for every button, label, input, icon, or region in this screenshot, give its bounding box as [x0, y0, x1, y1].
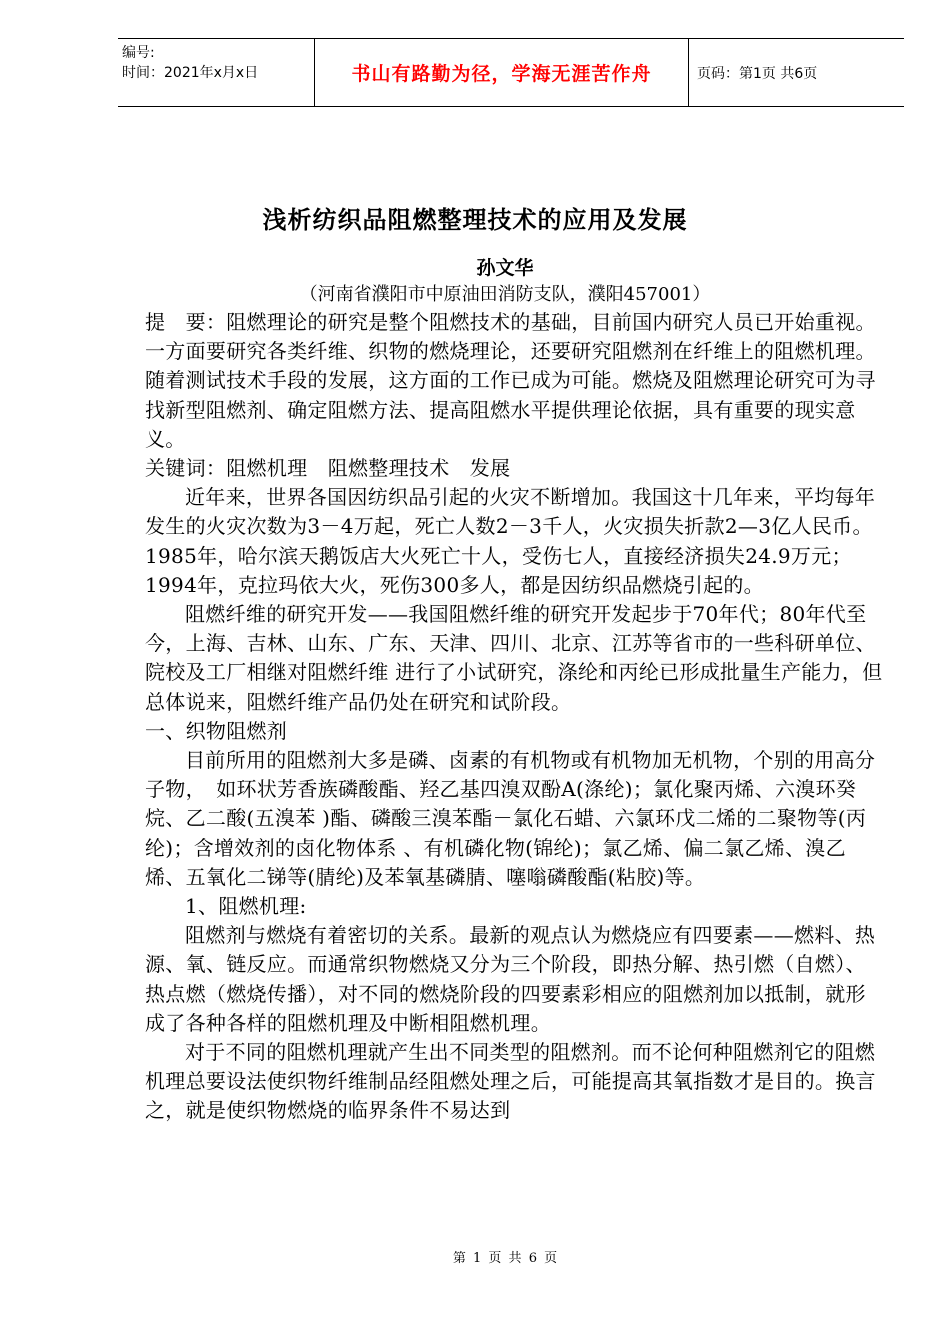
body-paragraph: 阻燃剂与燃烧有着密切的关系。最新的观点认为燃烧应有四要素——燃料、热源、氧、链反应。而通常织物燃烧又分为三个阶段，即热分解、热引燃（自燃）、热点燃（燃烧传播），对不同的燃烧阶段的四要素彩相应的阻燃剂加以抵制，就形成了各种各样的阻燃机理及中断相阻燃机理。: [145, 923, 876, 1035]
keywords-line: 关键词：阻燃机理 阻燃整理技术 发展: [145, 456, 511, 481]
body-paragraph: 近年来，世界各国因纺织品引起的火灾不断增加。我国这十几年来，平均每年发生的火灾次数为3－4万起，死亡人数2－3千人，火灾损失折款2—3亿人民币。1985年，哈尔滨天鹅饭店大火死亡十人，受伤七人，直接经济损失24.9万元；1994年，克拉玛依大火，死伤300多人，都是因纺织品燃烧引起的。: [145, 485, 876, 597]
section-heading: 一、织物阻燃剂: [145, 718, 288, 743]
author-name: 孙文华: [476, 257, 534, 279]
header-meta-cell: [118, 39, 315, 106]
header-page-info: 页码：第1页 共6页: [697, 65, 818, 82]
document-title: 浅析纺织品阻燃整理技术的应用及发展: [262, 206, 688, 234]
number-label: 编号:: [122, 45, 155, 61]
page-footer: 第 1 页 共 6 页: [452, 1251, 558, 1266]
body-paragraph: 阻燃纤维的研究开发——我国阻燃纤维的研究开发起步于70年代；80年代至今，上海、吉林、山东、广东、天津、四川、北京、江苏等省市的一些科研单位、院校及工厂相继对阻燃纤维 进行了小试研究，涤纶和丙纶已形成批量生产能力，但总体说来，阻燃纤维产品仍处在研究和试阶段。: [145, 602, 883, 714]
body-paragraph: 对于不同的阻燃机理就产生出不同类型的阻燃剂。而不论何种阻燃剂它的阻燃机理总要设法使织物纤维制品经阻燃处理之后，可能提高其氧指数才是目的。换言之，就是使织物燃烧的临界条件不易达到: [145, 1040, 876, 1123]
author-affiliation: （河南省濮阳市中原油田消防支队，濮阳457001）: [299, 284, 711, 305]
subsection-heading: 1、阻燃机理:: [185, 894, 307, 919]
article-body: [145, 308, 885, 1126]
header-table: [118, 38, 904, 107]
body-paragraph: 目前所用的阻燃剂大多是磷、卤素的有机物或有机物加无机物，个别的用高分子物， 如环状芳香族磷酸酯、羟乙基四溴双酚A(涤纶)；氯化聚丙烯、六溴环癸烷、乙二酸(五溴苯 )酯、磷酸三溴苯酯－氯化石蜡、六氯环戊二烯的二聚物等(丙纶)；含增效剂的卤化物体系 、有机磷化物(锦纶)；氯乙烯、偏二氯乙烯、溴乙烯、五氧化二锑等(腈纶)及苯氧基磷腈、噻嗡磷酸酯(粘胶)等。: [145, 748, 876, 889]
abstract-paragraph: 提 要：阻燃理论的研究是整个阻燃技术的基础，目前国内研究人员已开始重视。一方面要研究各类纤维、织物的燃烧理论，还要研究阻燃剂在纤维上的阻燃机理。随着测试技术手段的发展，这方面的工作已成为可能。燃烧及阻燃理论研究可为寻找新型阻燃剂、确定阻燃方法、提高阻燃水平提供理论依据，具有重要的现实意义。: [145, 310, 876, 451]
time-label: 时间：2021年x月x日: [122, 65, 259, 81]
header-motto: 书山有路勤为径，学海无涯苦作舟: [315, 39, 689, 106]
